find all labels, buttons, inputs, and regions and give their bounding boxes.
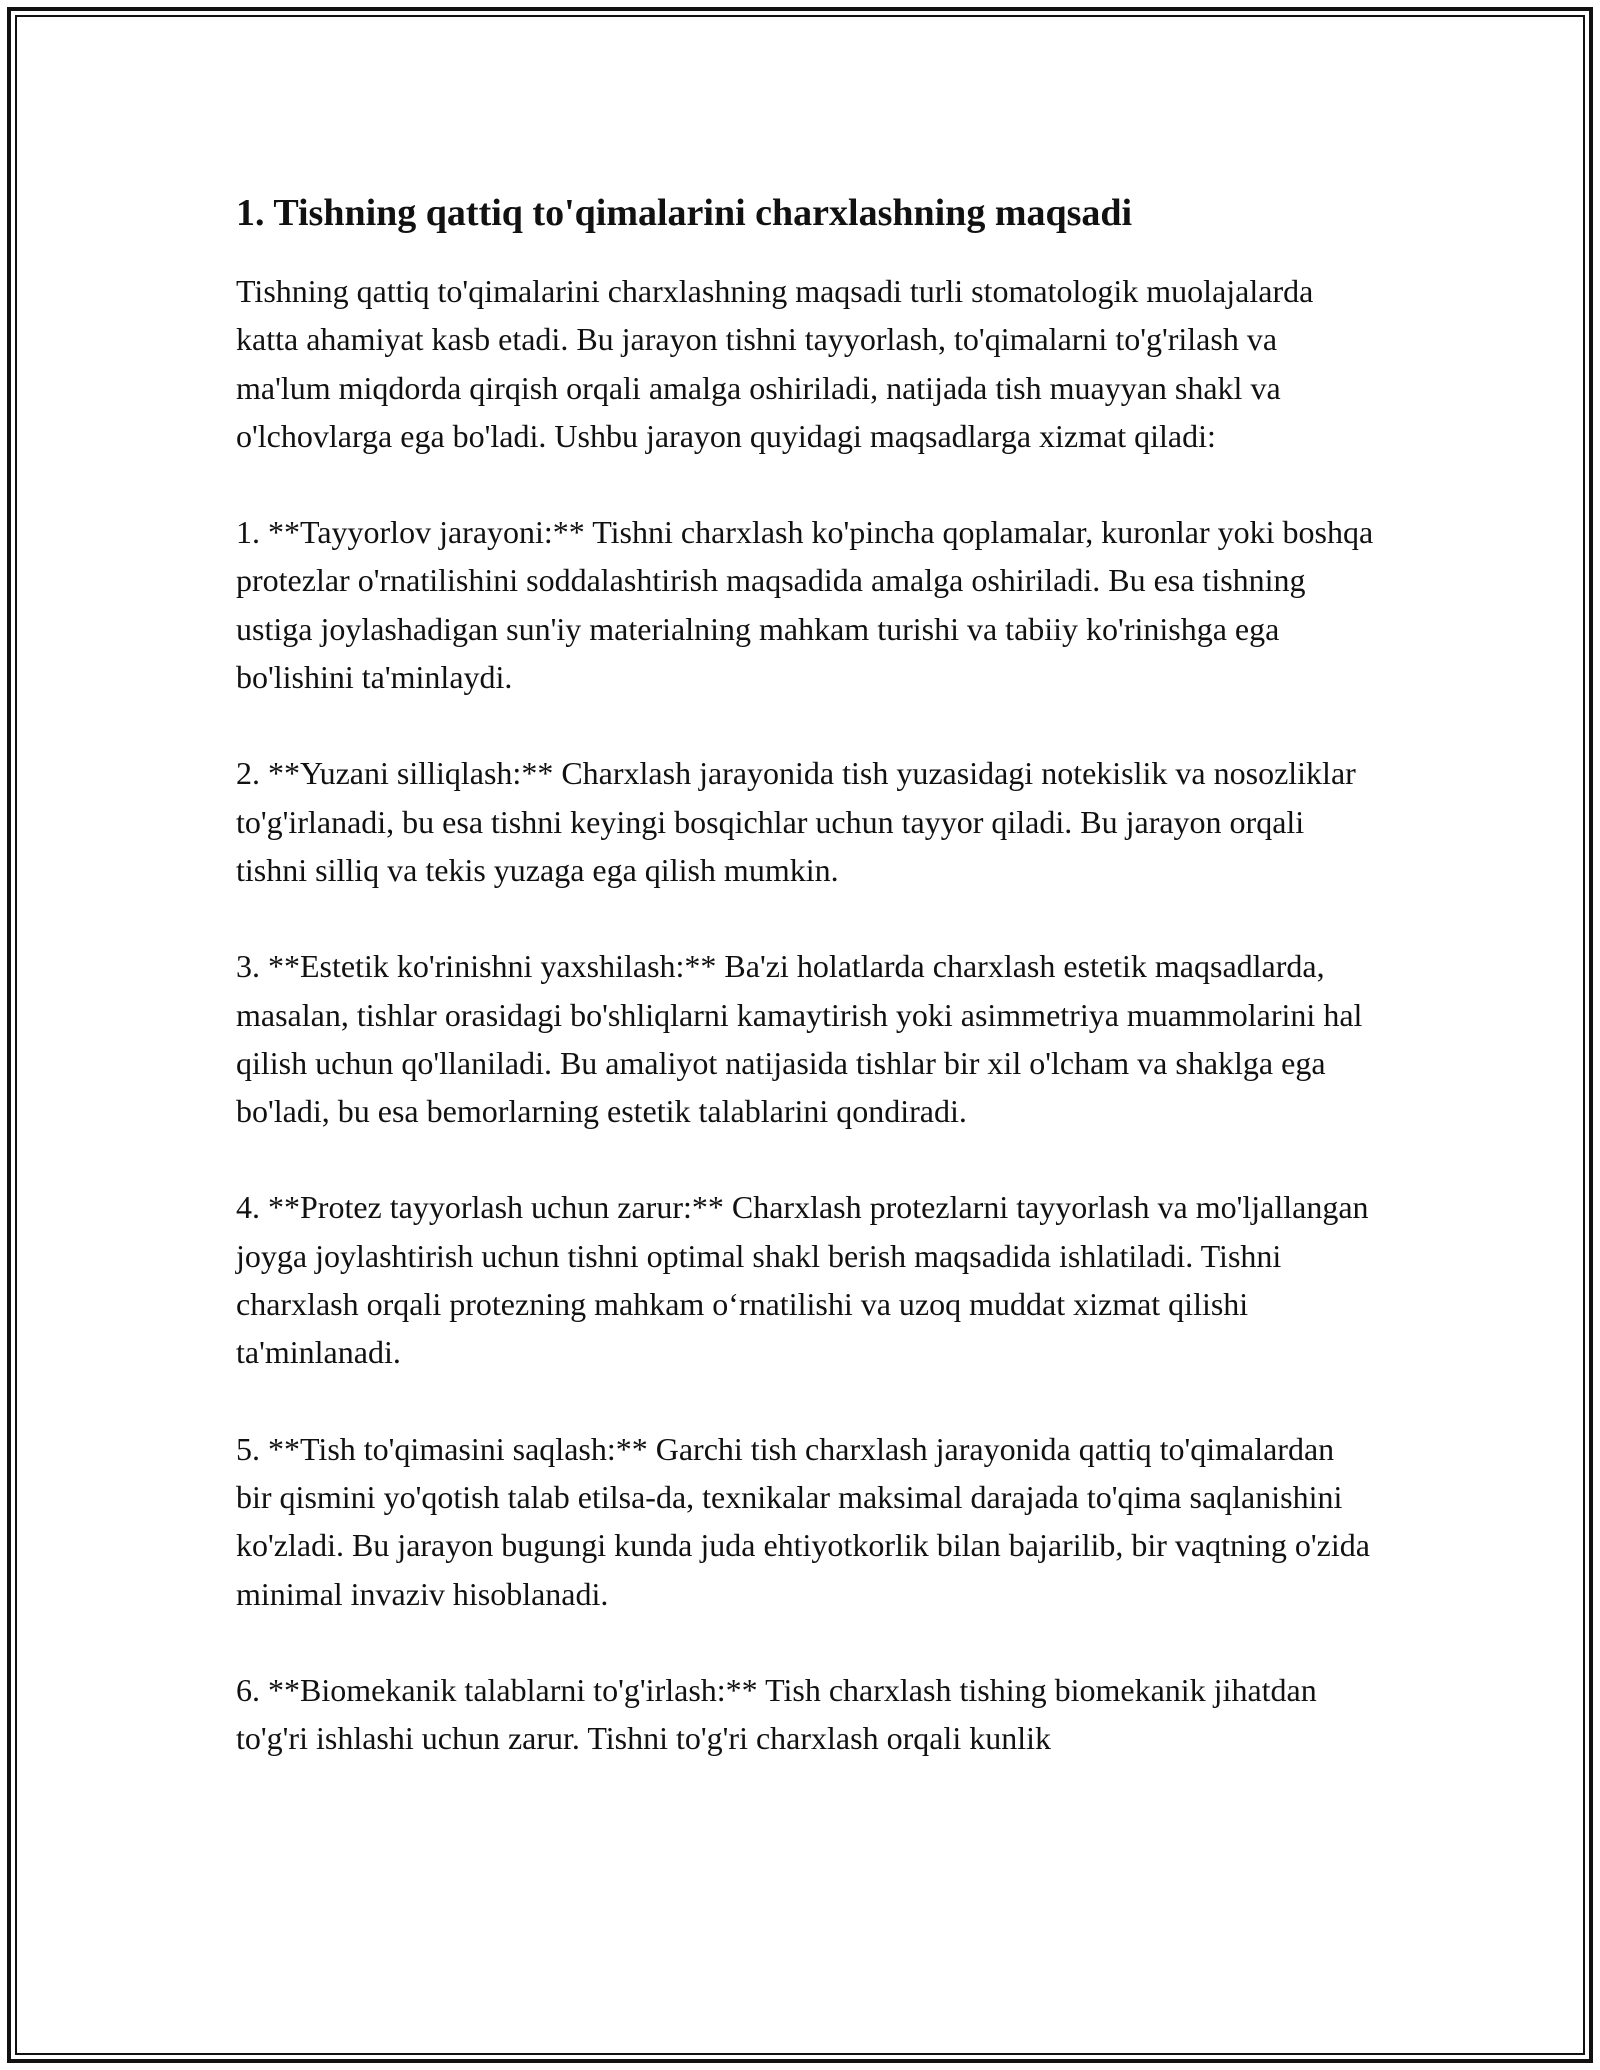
list-item-6: 6. **Biomekanik talablarni to'g'irlash:** Tish charxlash tishing biomekanik jihatdan to'g'ri ishlashi uchun zarur. Tishni to'g'ri charxlash orqali kunlik <box>236 1671 1317 1757</box>
list-item-3: 3. **Estetik ko'rinishni yaxshilash:** Ba'zi holatlarda charxlash estetik maqsadlarda, masalan, tishlar orasidagi bo'shliqlarni kamaytirish yoki asimmetriya muammolarini hal qilish uchun qo'llaniladi. Bu amaliyot natijasida tishlar bir xil o'lcham va shaklga ega bo'ladi, bu esa bemorlarning estetik talablarini qondiradi. <box>236 948 1363 1130</box>
document-page <box>236 187 1376 1810</box>
list-item-5: 5. **Tish to'qimasini saqlash:** Garchi tish charxlash jarayonida qattiq to'qimalardan bir qismini yo'qotish talab etilsa-da, texnikalar maksimal darajada to'qima saqlanishini ko'zladi. Bu jarayon bugungi kunda juda ehtiyotkorlik bilan bajarilib, bir vaqtning o'zida minimal invaziv hisoblanadi. <box>236 1430 1370 1612</box>
intro-paragraph: Tishning qattiq to'qimalarini charxlashning maqsadi turli stomatologik muolajalarda katta ahamiyat kasb etadi. Bu jarayon tishni tayyorlash, to'qimalarni to'g'rilash va ma'lum miqdorda qirqish orqali amalga oshiriladi, natijada tish muayyan shakl va o'lchovlarga ega bo'ladi. Ushbu jarayon quyidagi maqsadlarga xizmat qiladi: <box>236 273 1314 454</box>
list-item-4: 4. **Protez tayyorlash uchun zarur:** Charxlash protezlarni tayyorlash va mo'ljallangan joyga joylashtirish uchun tishni optimal shakl berish maqsadida ishlatiladi. Tishni charxlash orqali protezning mahkam o‘rnatilishi va uzoq muddat xizmat qilishi ta'minlanadi. <box>236 1189 1369 1371</box>
list-item-2: 2. **Yuzani silliqlash:** Charxlash jarayonida tish yuzasidagi notekislik va nosozliklar to'g'irlanadi, bu esa tishni keyingi bosqichlar uchun tayyor qiladi. Bu jarayon orqali tishni silliq va tekis yuzaga ega qilish mumkin. <box>236 755 1356 888</box>
list-item-1: 1. **Tayyorlov jarayoni:** Tishni charxlash ko'pincha qoplamalar, kuronlar yoki boshqa protezlar o'rnatilishini soddalashtirish maqsadida amalga oshiriladi. Bu esa tishning ustiga joylashadigan sun'iy materialning mahkam turishi va tabiiy ko'rinishga ega bo'lishini ta'minlaydi. <box>236 514 1374 696</box>
document-title: 1. Tishning qattiq to'qimalarini charxlashning maqsadi <box>236 192 1133 234</box>
